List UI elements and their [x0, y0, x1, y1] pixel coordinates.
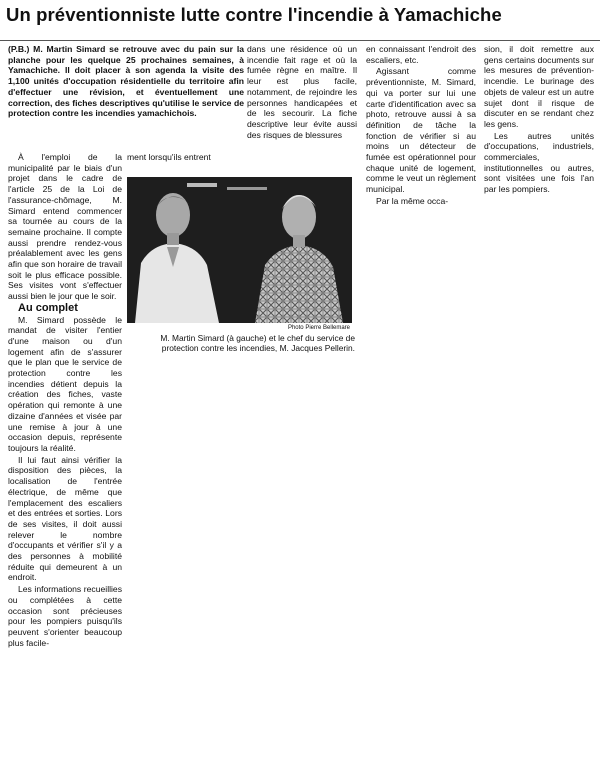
photo-credit: Photo Pierre Bellemare [287, 325, 350, 331]
paragraph: en connaissant l'endroit des escaliers, etc. [366, 44, 476, 65]
photo-illustration [127, 177, 352, 323]
photo [127, 177, 352, 323]
lead-block [8, 44, 244, 120]
paragraph: Les autres unités d'occupations, industriels, commerciales, institutionnelles ou autres, sont visitées une fois l'an par les pompiers. [484, 130, 594, 195]
column-3 [247, 44, 357, 141]
headline-rule [0, 40, 600, 41]
paragraph: dans une résidence où un incendie fait rage et où la fumée règne en maître. Il leur est plus facile, notamment, de rejoindre les personnes handicapées et de les secourir. La fiche descriptive leur évite aussi des risques de blessures [247, 44, 357, 140]
subheading: Au complet [18, 301, 78, 314]
paragraph: sion, il doit remettre aux gens certains documents sur les mesures de prévention-incendie. Le burinage des objets de valeur est un autre sujet dont il risque de discuter en se rendant chez les gens. [484, 44, 594, 129]
lead-paragraph: (P.B.) M. Martin Simard se retrouve avec du pain sur la planche pour les quelque 25 prochaines semaines, à Yamachiche. Il doit placer à son agenda la visite des 1,100 unités d'occupation résidentielle du territoire afin d'effectuer une révision, et éventuellement une correction, des fiches descriptives qu'utilise le service de protection contre les incendies yamachichois. [8, 44, 244, 119]
paragraph: M. Simard possède le mandat de visiter l'entier d'une maison ou d'un logement afin de s'assurer que le plan que le service de protection contre les incendies détient depuis la création des fiches, vaste opération qui remonte à une dizaine d'années et visée par une remise à jour à une occasion depuis, représente toujours la réalité. [8, 314, 122, 453]
paragraph: Par la même occa- [376, 195, 449, 206]
column-2 [127, 152, 241, 164]
headline: Un préventionniste lutte contre l'incendie à Yamachiche [6, 4, 502, 25]
photo-caption: M. Martin Simard (à gauche) et le chef du service de protection contre les incendies, M. Jacques Pellerin. [160, 333, 355, 353]
paragraph: Agissant comme préventionniste, M. Simard, qui va porter sur lui une carte d'identification avec sa photo, retrouve aussi à sa définition de tâche la fonction de vérifier si au moins un détecteur de fumée est opérationnel pour chaque unité de logement, comme le veut un règlement municipal. [366, 66, 476, 195]
paragraph: Il lui faut ainsi vérifier la disposition des pièces, la localisation de l'entrée électrique, de même que l'emplacement des escaliers et des entrées et sorties. Lors de ses visites, il doit aussi relever le nombre d'occupants et vérifier s'il y a des personnes à mobilité réduite qui demeurent à un endroit. [8, 454, 122, 583]
paragraph: Les informations recueillies ou complétées à cette occasion sont précieuses pour les pompiers puisqu'ils peuvent s'orienter beaucoup plus facile- [8, 584, 122, 648]
paragraph: ment lorsqu'ils entrent [127, 152, 211, 162]
column-4 [366, 44, 476, 208]
column-5 [484, 44, 594, 196]
paragraph: À l'emploi de la municipalité par le biais d'un projet dans le cadre de l'article 25 de la Loi de l'assurance-chômage, M. Simard entend commencer sa tournée au cours de la semaine prochaine. Il compte aussi prendre rendez-vous préalablement avec les gens afin que son horaire de travail soit le plus efficace possible. Ses visites vont s'effectuer aussi bien le jour que le soir. [8, 152, 122, 302]
column-1 [8, 152, 122, 649]
